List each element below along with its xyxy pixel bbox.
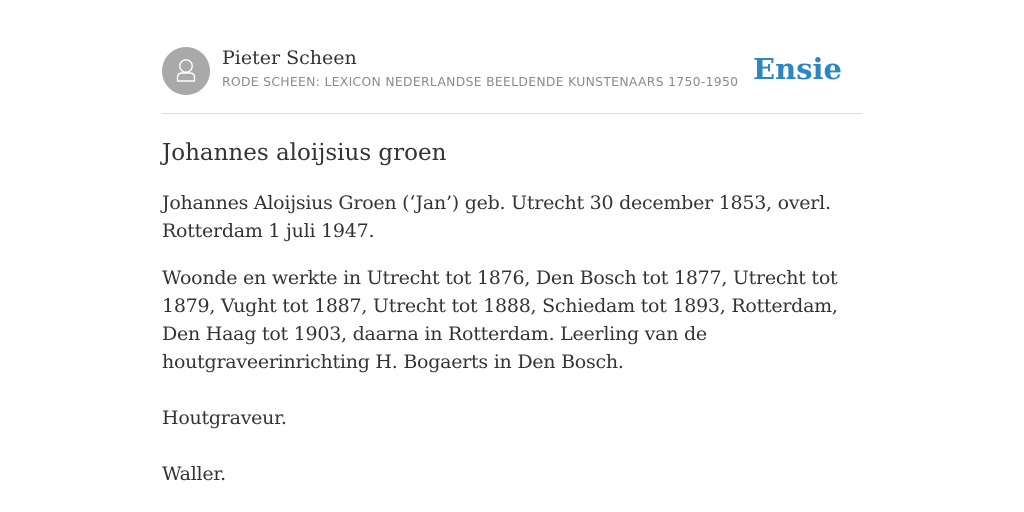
article-paragraph: Johannes Aloijsius Groen (‘Jan’) geb. Utrecht 30 december 1853, overl. Rotterdam 1 juli 1947. — [162, 192, 831, 242]
article-paragraph: Waller. — [162, 463, 226, 485]
user-icon — [162, 47, 210, 95]
article-paragraph: Woonde en werkte in Utrecht tot 1876, Den Bosch tot 1877, Utrecht tot 1879, Vught tot 1887, Utrecht tot 1888, Schiedam tot 1893, Rotterdam, Den Haag tot 1903, daarna in Rotterdam. Leerling van de houtgraveerinrichting H. Bogaerts in Den Bosch. — [162, 267, 838, 373]
author-name[interactable]: Pieter Scheen — [222, 47, 357, 69]
article-title: Johannes aloijsius groen — [162, 140, 447, 166]
source-title[interactable]: RODE SCHEEN: LEXICON NEDERLANDSE BEELDENDE KUNSTENAARS 1750-1950 — [222, 74, 739, 89]
ensie-logo[interactable]: Ensie — [753, 52, 842, 86]
author-avatar[interactable] — [162, 47, 210, 95]
header-divider — [162, 113, 862, 114]
article-paragraph: Houtgraveur. — [162, 407, 287, 429]
article-content — [162, 137, 862, 488]
author-header — [162, 46, 862, 96]
